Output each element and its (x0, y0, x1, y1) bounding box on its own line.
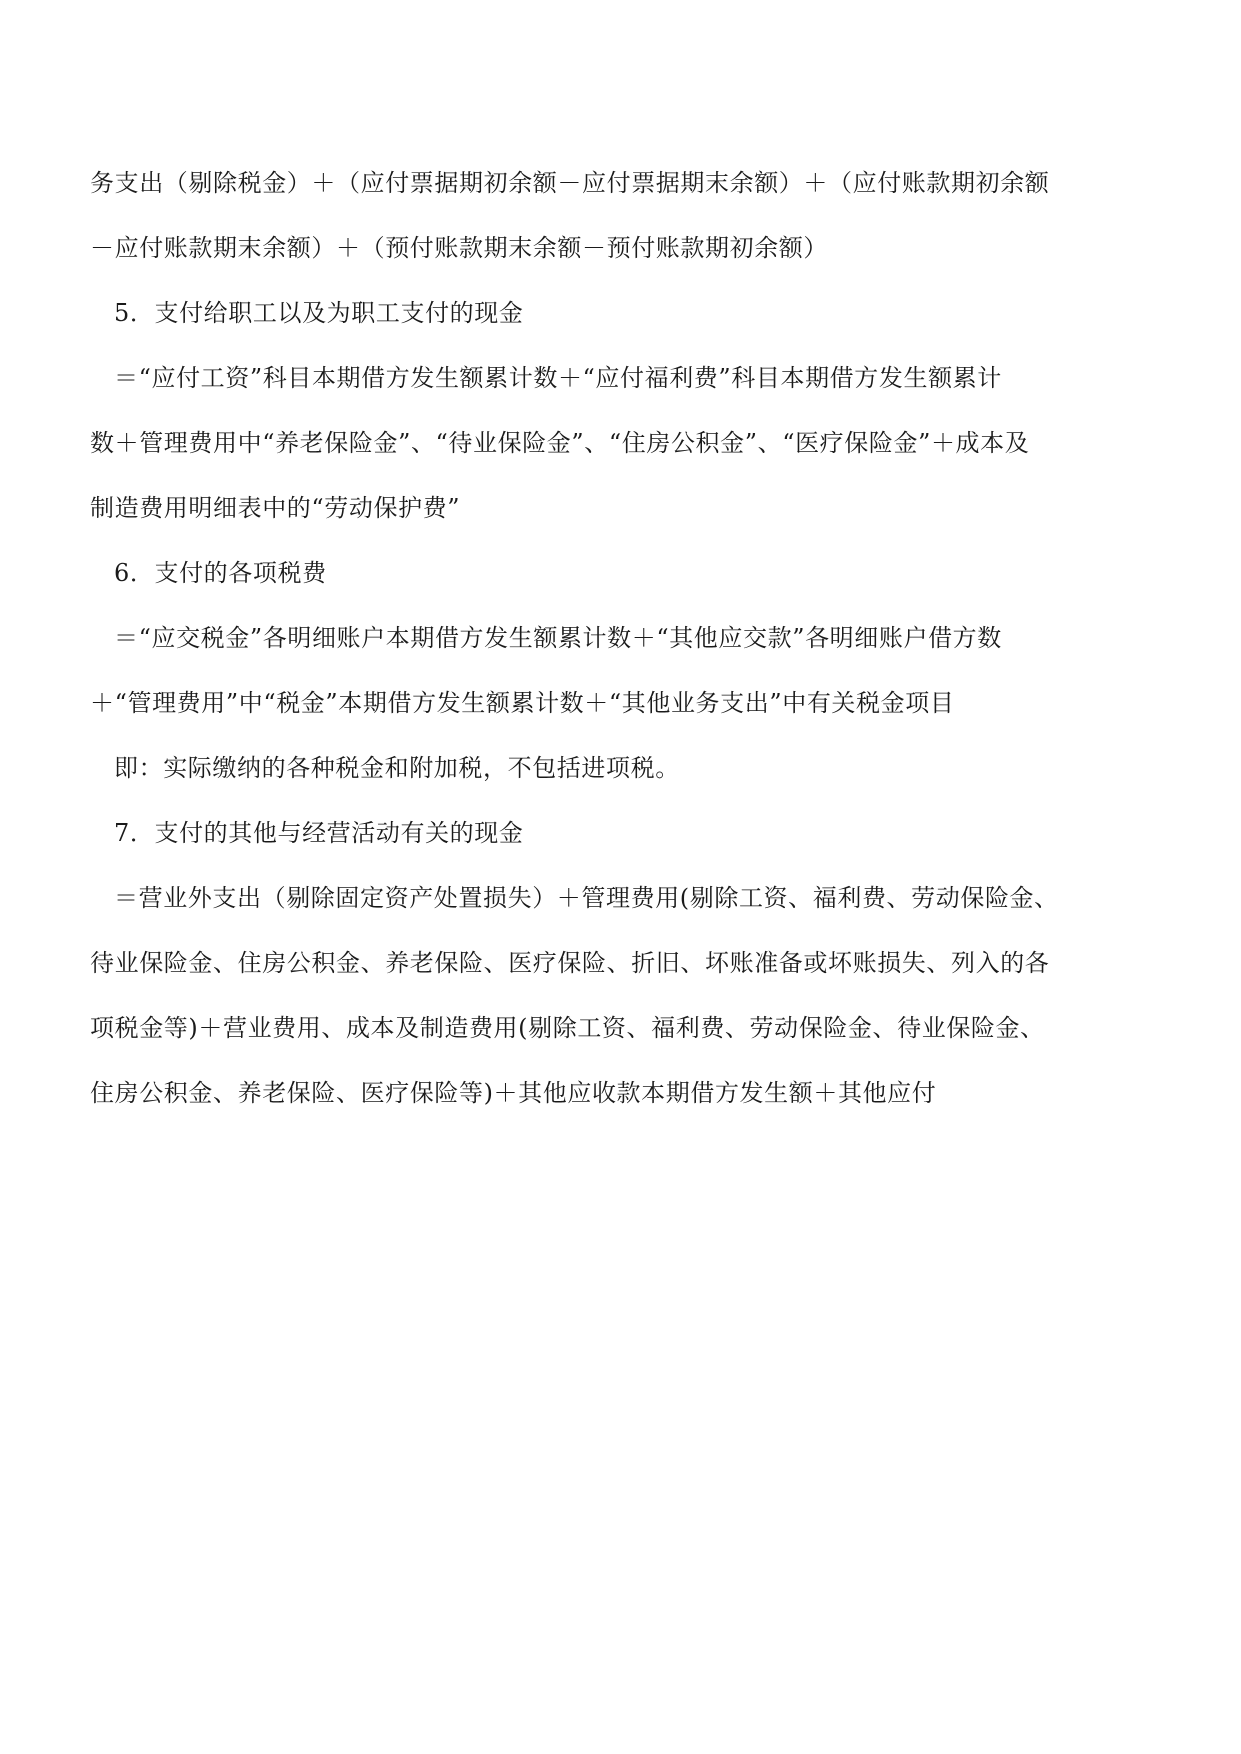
text-line-5: 数＋管理费用中“养老保险金”、“待业保险金”、“住房公积金”、“医疗保险金”＋成本及 (90, 429, 1030, 457)
text-line-8: ＝“应交税金”各明细账户本期借方发生额累计数＋“其他应交款”各明细账户借方数 (114, 624, 1002, 652)
text-line-14: 项税金等)＋营业费用、成本及制造费用(剔除工资、福利费、劳动保险金、待业保险金、 (90, 1014, 1045, 1042)
text-line-12: ＝营业外支出（剔除固定资产处置损失）＋管理费用(剔除工资、福利费、劳动保险金、 (114, 884, 1059, 912)
text-line-13: 待业保险金、住房公积金、养老保险、医疗保险、折旧、坏账准备或坏账损失、列入的各 (90, 949, 1050, 977)
text-line-6: 制造费用明细表中的“劳动保护费” (90, 494, 461, 522)
section-heading-6: 6．支付的各项税费 (114, 559, 327, 587)
section-heading-5: 5．支付给职工以及为职工支付的现金 (114, 299, 524, 327)
text-line-15: 住房公积金、养老保险、医疗保险等)＋其他应收款本期借方发生额＋其他应付 (90, 1079, 937, 1107)
text-line-2: －应付账款期末余额）＋（预付账款期末余额－预付账款期初余额） (90, 234, 828, 262)
text-line-10: 即：实际缴纳的各种税金和附加税，不包括进项税。 (114, 754, 680, 782)
text-line-4: ＝“应付工资”科目本期借方发生额累计数＋“应付福利费”科目本期借方发生额累计 (114, 364, 1002, 392)
text-line-1: 务支出（剔除税金）＋（应付票据期初余额－应付票据期末余额）＋（应付账款期初余额 (90, 169, 1050, 197)
text-line-9: ＋“管理费用”中“税金”本期借方发生额累计数＋“其他业务支出”中有关税金项目 (90, 689, 955, 717)
section-heading-7: 7．支付的其他与经营活动有关的现金 (114, 819, 524, 847)
